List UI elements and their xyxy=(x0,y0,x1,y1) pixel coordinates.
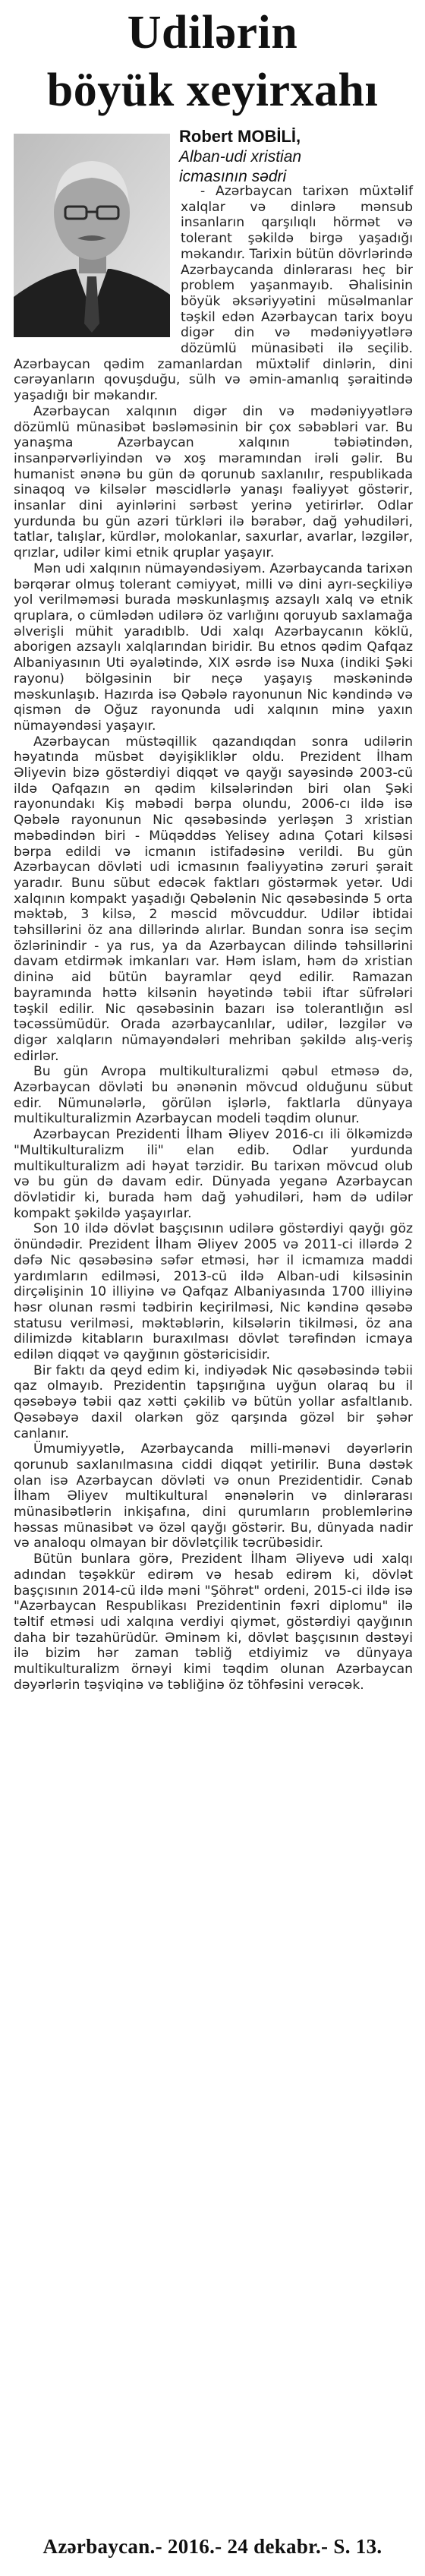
article-paragraph: Mən udi xalqının nümayəndəsiyəm. Azərbaycanda tarixən bərqərar olmuş tolerant cəmiyyət, milli və dini ayrı-seçkiliyə yol verilməməsi burada məskunlaşmış azsaylı xalq və etnik qruplara, o cümlədən udilərə öz varlığını qoruyub saxlamağa əlverişli mühit yaradıblb. Udi xalqı Azərbaycanın köklü, aborigen azsaylı xalqlarından biridir. Bu etnos qədim Qafqaz Albaniyasının Uti əyalətində, XIX əsrdə isə Nuxa (indiki Şəki rayonu) bölgəsinin bir neçə yaşayış məskənində məskunlaşıb. Hazırda isə Qəbələ rayonunun Nic kəndində və qismən də Oğuz rayonunda udi xalqının minə yaxın nümayəndəsi yaşayır. xyxy=(14,560,413,734)
article-paragraph: Azərbaycan Prezidenti İlham Əliyev 2016-cı ili ölkəmizdə "Multikulturalizm ili" elan edib. Odlar yurdunda multikulturalizm adi həyat tərzidir. Bu tarixən mövcud olub və bu gün də davam edir. Dünyada yeganə Azərbaycan dövlətidir ki, burada həm dağ yəhudiləri, həm də udilər kompakt şəkildə yaşayırlar. xyxy=(14,1127,413,1221)
article-title-line-1: Udilərin xyxy=(127,7,298,58)
article-paragraph: - Azərbaycan tarixən müxtəlif xalqlar və dinlərə mənsub insanların qarşılıqlı hörmət və tolerant şəkildə birgə yaşadığı məkandır. Tarixin bütün dövrlərində Azərbaycanda dinlərarası heç bir problem yaşanmayıb. Əhalisinin böyük əksəriyyətini müsəlmanlar təşkil edən Azərbaycan tarix boyu digər din və mədəniyyətlərə dözümlü münasibəti ilə seçilib. Azərbaycan qədim zamanlardan müxtəlif dinlərin, dini cərəyanların qovuşduğu, sülh və əmin-amanlıq şəraitində yaşadığı bir məkandır. xyxy=(14,184,413,404)
article-paragraph: Ümumiyyətlə, Azərbaycanda milli-mənəvi dəyərlərin qorunub saxlanılmasına ciddi diqqət yetirilir. Buna dəstək olan isə Azərbaycan dövləti və onun Prezidentidir. Cənab İlham Əliyev multikultural ənənələrin və dinlərarası münasibətlərin inkişafına, dini qurumların problemlərinə həssas münasibət və özəl qayğı göstərir. Bu, dünyada nadir və analoqu olmayan bir dövlətçilik təcrübəsidir. xyxy=(14,1441,413,1552)
author-role-line-1: Alban-udi xristian xyxy=(179,148,302,166)
article-paragraph: Azərbaycan xalqının digər din və mədəniyyətlərə dözümlü münasibət bəsləməsinin bir çox səbəbləri var. Bu yanaşma Azərbaycan xalqının təbiətindən, insanpərvərliyindən və xoş məramından irəli gəlir. Bu humanist ənənə bu gün də qorunub saxlanılır, respublikada sinaqoq və kilsələr məscidlərlə yanaşı fəaliyyət göstərir, insanlar dini ayinlərini sərbəst yerinə yetirirlər. Odlar yurdunda bu gün azəri türkləri ilə bərabər, dağ yəhudiləri, tatlar, talışlar, kürdlər, molokanlar, saxurlar, avarlar, ləzgilər, qrızlar, udilər kimi etnik qruplar yaşayır. xyxy=(14,403,413,561)
author-role-line-2: icmasının sədri xyxy=(179,168,287,185)
source-citation: Azərbaycan.- 2016.- 24 dekabr.- S. 13. xyxy=(42,2535,382,2558)
photo-wrap-spacer xyxy=(14,184,181,343)
article-paragraph: Bu gün Avropa multikulturalizmi qəbul etməsə də, Azərbaycan dövləti bu ənənənin mövcud olduğunu sübut edir. Nümunələrlə, görülən işlərlə, faktlarla dünyaya multikulturalizmin Azərbaycan modeli təqdim olunur. xyxy=(14,1064,413,1127)
article-paragraph: Son 10 ildə dövlət başçısının udilərə göstərdiyi qayğı göz önündədir. Prezident İlham Əliyev 2005 və 2011-ci illərdə 2 dəfə Nic qəsəbəsinə səfər etməsi, hər il icmamıza maddi yardımların edilməsi, 2013-cü ildə Alban-udi kilsəsinin dirçəlişinin 10 illiyinə və Qafqaz Albaniyasında 1700 illiyinə həsr olunan rəsmi tədbirin keçirilməsi, Nic kəndinə qəsəbə statusu verilməsi, məktəblərin, kilsələrin tikilməsi, öz ana dilimizdə kitabların buraxılması dövlət tərəfindən icmaya edilən diqqət və qayğının göstəricisidir. xyxy=(14,1221,413,1363)
author-name: Robert MOBİLİ, xyxy=(179,127,301,146)
author-byline xyxy=(179,126,414,187)
article-paragraph: Bütün bunlara görə, Prezident İlham Əliyevə udi xalqı adından təşəkkür edirəm və hesab edirəm ki, dövlət başçısının 2014-cü ildə məni "Şöhrət" ordeni, 2015-ci ildə isə "Azərbaycan Respublikası Prezidentinin fəxri diplomu" ilə təltif etməsi udi xalqına verdiyi qiymət, göstərdiyi qayğının daha bir təzahürüdür. Əminəm ki, dövlət başçısının dəstəyi ilə bizim hər zaman təbliğ etdiyimiz və dünyaya multikulturalizm örnəyi kimi təqdim olunan Azərbaycan dəyərlərin təşviqinə və təbliğinə öz töhfəsini verəcək. xyxy=(14,1552,413,1693)
article-paragraph: Bir faktı da qeyd edim ki, indiyədək Nic qəsəbəsində təbii qaz olmayıb. Prezidentin tapşırığına uyğun olaraq bu il qəsəbəyə təbii qaz xətti çəkilib və bütün yollar asfaltlanıb. Qəsəbəyə daxil olarkən göz qarşında gözəl bir şəhər canlanır. xyxy=(14,1362,413,1441)
article-title-line-2: böyük xeyirxahı xyxy=(46,65,379,116)
article-paragraph: Azərbaycan müstəqillik qazandıqdan sonra udilərin həyatında müsbət dəyişikliklər oldu. Prezident İlham Əliyevin bizə göstərdiyi diqqət və qayğı sayəsində 2003-cü ildə Qafqazın ən qədim kilsələrindən biri olan Şəki rayonundakı Kiş məbədi bərpa olundu, 2006-cı ildə isə Qəbələ rayonunun Nic qəsəbəsində yerləşən 3 xristian məbədindən biri - Müqəddəs Yelisey adına Çotari kilsəsi bərpa edildi və icmanın istifadəsinə verildi. Bu gün Azərbaycan dövləti udi icmasının fəaliyyətinə zəruri şərait yaradır. Bunu sübut edəcək faktları göstərmək yetər. Udi xalqının kompakt yaşadığı Qəbələnin Nic qəsəbəsində 5 orta məktəb, 3 kilsə, 2 məscid mövcuddur. Udilər ibtidai təhsillərini öz ana dillərində alırlar. Bundan sonra isə seçim özlərinindir - ya rus, ya da Azərbaycan dilində təhsillərini davam etdirmək imkanları var. Həm islam, həm də xristian dininə aid bütün bayramlar qeyd edilir. Ramazan bayramında həttə kilsənin həyətində təbii iftar süfrələri təşkil edilir. Nic qəsəbəsinin bazarı isə tolerantlığın əsl təcəssümüdür. Orada azərbaycanlılar, udilər, ləzgilər və digər xalqların nümayəndələri mehriban şəkildə alış-veriş edirlər. xyxy=(14,734,413,1064)
article-body xyxy=(14,184,413,1694)
